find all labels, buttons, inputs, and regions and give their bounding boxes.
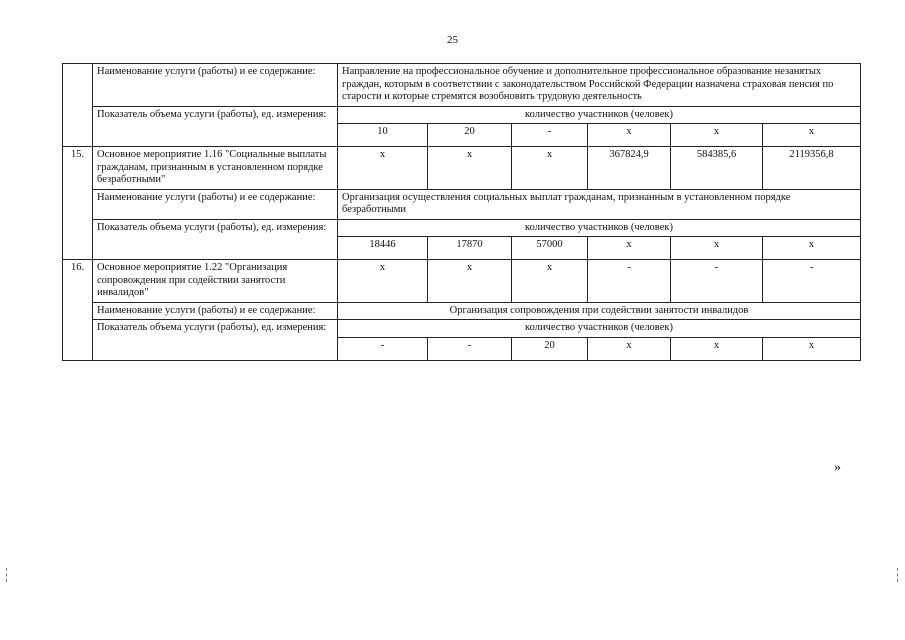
- event-name: Основное мероприятие 1.16 "Социальные выплаты гражданам, признанным в установленном порядке безработными": [93, 147, 338, 190]
- indicator-value: х: [671, 337, 763, 360]
- indicator-unit: количество участников (человек): [338, 320, 861, 338]
- scan-edge-mark-left: [6, 568, 9, 582]
- service-label: Наименование услуги (работы) и ее содержание:: [93, 302, 338, 320]
- event-value: х: [428, 260, 512, 303]
- indicator-value: х: [588, 337, 671, 360]
- indicator-unit: количество участников (человек): [338, 106, 861, 124]
- indicator-value: 20: [428, 124, 512, 147]
- service-text: Организация сопровождения при содействии занятости инвалидов: [338, 302, 861, 320]
- row-number: 15.: [63, 147, 93, 260]
- indicator-value: х: [671, 124, 763, 147]
- indicator-row: [63, 219, 861, 237]
- service-text: Направление на профессиональное обучение и дополнительное профессиональное образование незанятых граждан, которым в соответствии с законодательством Российской Федерации назначена страховая пенсия по старости и которые стремятся возобновить трудовую деятельность: [338, 64, 861, 107]
- event-value: х: [338, 260, 428, 303]
- indicator-value: 10: [338, 124, 428, 147]
- service-row: [63, 64, 861, 107]
- indicator-value: х: [588, 124, 671, 147]
- indicator-value: 20: [512, 337, 588, 360]
- indicator-label: Показатель объема услуги (работы), ед. измерения:: [93, 320, 338, 361]
- indicator-value: 57000: [512, 237, 588, 260]
- event-value: 584385,6: [671, 147, 763, 190]
- indicator-value: х: [763, 124, 861, 147]
- event-value: х: [338, 147, 428, 190]
- indicator-row: [63, 320, 861, 338]
- scan-edge-mark-right: [897, 568, 900, 582]
- service-label: Наименование услуги (работы) и ее содержание:: [93, 64, 338, 107]
- service-row: [63, 302, 861, 320]
- event-value: 2119356,8: [763, 147, 861, 190]
- event-value: -: [671, 260, 763, 303]
- row-number: [63, 64, 93, 147]
- event-name: Основное мероприятие 1.22 "Организация сопровождения при содействии занятости инвалидов": [93, 260, 338, 303]
- page-number: 25: [447, 34, 458, 46]
- indicator-value: -: [428, 337, 512, 360]
- row-number: 16.: [63, 260, 93, 361]
- event-value: -: [588, 260, 671, 303]
- event-value: х: [512, 260, 588, 303]
- service-row: [63, 189, 861, 219]
- indicator-value: -: [512, 124, 588, 147]
- event-value: -: [763, 260, 861, 303]
- event-row: [63, 260, 861, 303]
- indicator-row: [63, 106, 861, 124]
- event-value: 367824,9: [588, 147, 671, 190]
- indicator-value: х: [588, 237, 671, 260]
- service-text: Организация осуществления социальных выплат гражданам, признанным в установленном порядке безработными: [338, 189, 861, 219]
- event-row: [63, 147, 861, 190]
- service-label: Наименование услуги (работы) и ее содержание:: [93, 189, 338, 219]
- indicator-value: х: [671, 237, 763, 260]
- indicator-value: х: [763, 237, 861, 260]
- indicator-label: Показатель объема услуги (работы), ед. измерения:: [93, 219, 338, 260]
- program-table: [62, 63, 861, 361]
- closing-quote-mark: »: [834, 460, 841, 475]
- indicator-label: Показатель объема услуги (работы), ед. измерения:: [93, 106, 338, 147]
- indicator-value: 17870: [428, 237, 512, 260]
- indicator-value: -: [338, 337, 428, 360]
- event-value: х: [512, 147, 588, 190]
- indicator-unit: количество участников (человек): [338, 219, 861, 237]
- event-value: х: [428, 147, 512, 190]
- indicator-value: 18446: [338, 237, 428, 260]
- indicator-value: х: [763, 337, 861, 360]
